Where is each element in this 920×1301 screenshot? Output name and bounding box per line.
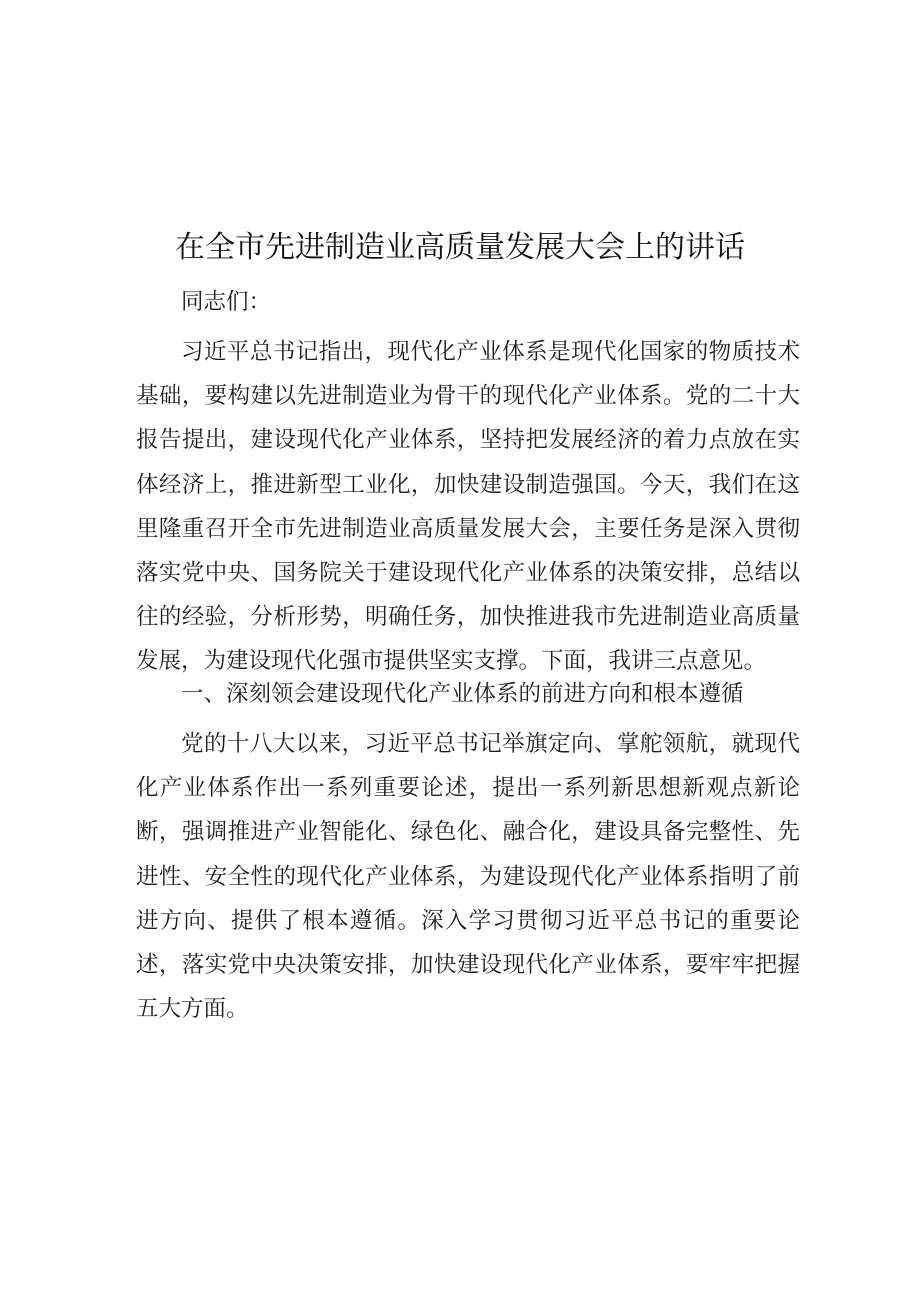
section-heading-1: 一、深刻领会建设现代化产业体系的前进方向和根本遵循 [181,681,744,707]
salutation: 同志们： [181,289,272,315]
paragraph-section-1: 党的十八大以来，习近平总书记举旗定向、掌舵领航，就现代化产业体系作出一系列重要论述，提出一系列新思想新观点新论断，强调推进产业智能化、绿色化、融合化，建设具备完整性、先进性、安全性的现代化产业体系，为建设现代化产业体系指明了前进方向、提供了根本遵循。深入学习贯彻习近平总书记的重要论述，落实党中央决策安排，加快建设现代化产业体系，要牢牢把握五大方面。 [136,731,800,1023]
paragraph-intro: 习近平总书记指出，现代化产业体系是现代化国家的物质技术基础，要构建以先进制造业为骨干的现代化产业体系。党的二十大报告提出，建设现代化产业体系，坚持把发展经济的着力点放在实体经济上，推进新型工业化，加快建设制造强国。今天，我们在这里隆重召开全市先进制造业高质量发展大会，主要任务是深入贯彻落实党中央、国务院关于建设现代化产业体系的决策安排，总结以往的经验，分析形势，明确任务，加快推进我市先进制造业高质量发展，为建设现代化强市提供坚实支撑。下面，我讲三点意见。 [136,339,800,675]
speech-title: 在全市先进制造业高质量发展大会上的讲话 [175,230,745,265]
